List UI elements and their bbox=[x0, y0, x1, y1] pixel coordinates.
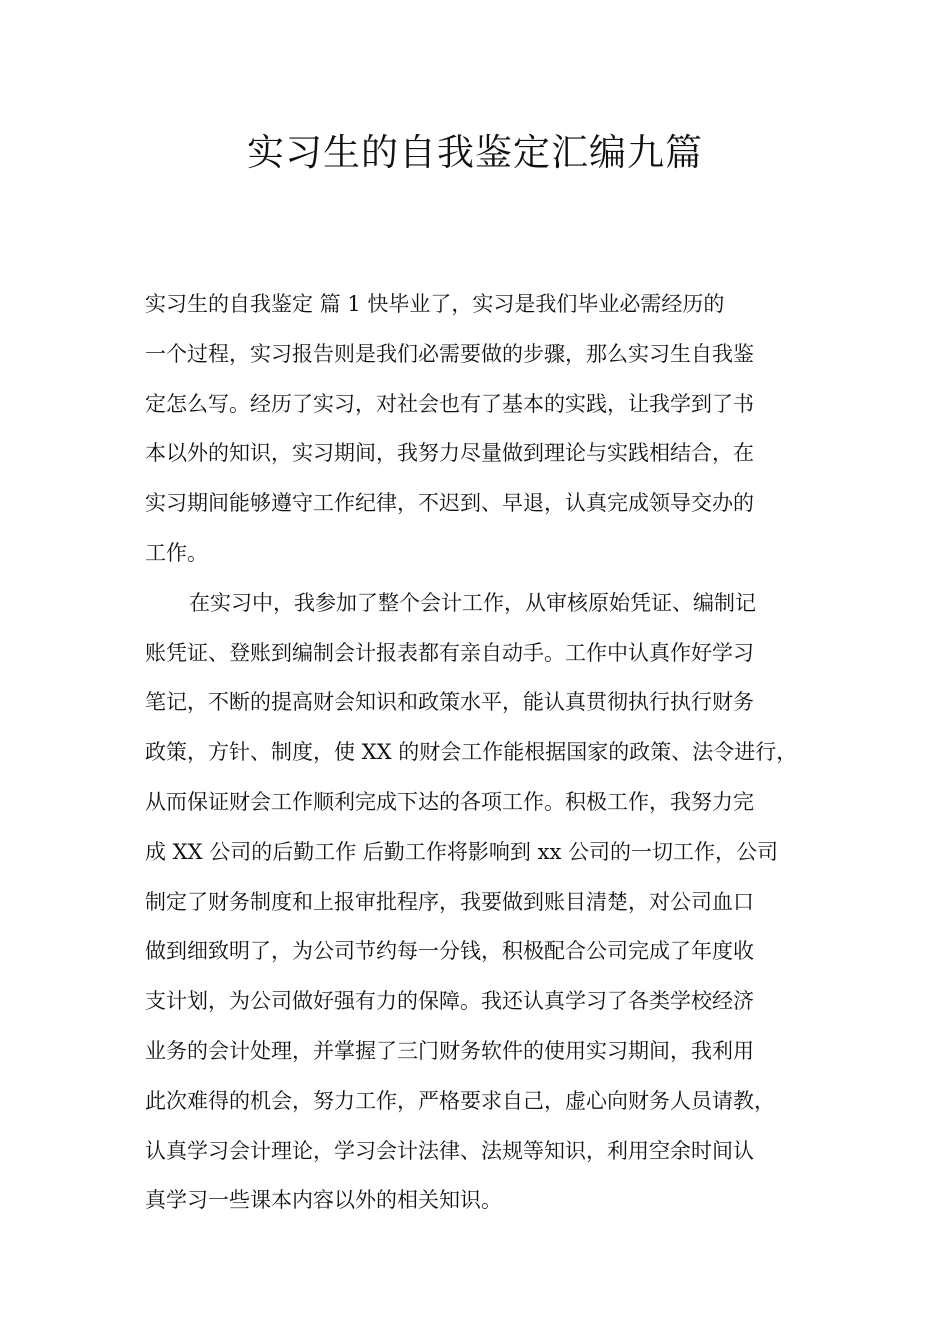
text-line: 账凭证、登账到编制会计报表都有亲自动手。工作中认真作好学习 bbox=[145, 640, 754, 665]
document-body bbox=[145, 280, 820, 1226]
text-line: 一个过程，实习报告则是我们必需要做的步骤，那么实习生自我鉴 bbox=[145, 341, 754, 366]
text-line: 制定了财务制度和上报审批程序，我要做到账目清楚，对公司血口 bbox=[145, 889, 754, 914]
document-title: 实习生的自我鉴定汇编九篇 bbox=[247, 131, 703, 174]
text-line: 本以外的知识，实习期间，我努力尽量做到理论与实践相结合，在 bbox=[145, 441, 754, 466]
text-line: 笔记，不断的提高财会知识和政策水平，能认真贯彻执行执行财务 bbox=[145, 690, 754, 715]
text-line: 实习期间能够遵守工作纪律，不迟到、早退，认真完成领导交办的 bbox=[145, 491, 754, 516]
text-line: 政策，方针、制度，使 XX 的财会工作能根据国家的政策、法令进行， bbox=[145, 740, 798, 765]
text-line: 工作。 bbox=[145, 540, 208, 565]
text-line: 定怎么写。经历了实习，对社会也有了基本的实践，让我学到了书 bbox=[145, 391, 754, 416]
text-line: 认真学习会计理论，学习会计法律、法规等知识，利用空余时间认 bbox=[145, 1138, 754, 1163]
text-line: 支计划，为公司做好强有力的保障。我还认真学习了各类学校经济 bbox=[145, 989, 754, 1014]
text-line: 成 XX 公司的后勤工作 后勤工作将影响到 xx 公司的一切工作，公司 bbox=[145, 839, 778, 864]
text-line: 在实习中，我参加了整个会计工作，从审核原始凭证、编制记 bbox=[189, 590, 756, 615]
text-line: 此次难得的机会，努力工作，严格要求自己，虚心向财务人员请教， bbox=[145, 1088, 775, 1113]
text-line: 真学习一些课本内容以外的相关知识。 bbox=[145, 1188, 502, 1213]
text-line: 做到细致明了，为公司节约每一分钱，积极配合公司完成了年度收 bbox=[145, 939, 754, 964]
text-line: 从而保证财会工作顺利完成下达的各项工作。积极工作，我努力完 bbox=[145, 789, 754, 814]
text-line: 业务的会计处理，并掌握了三门财务软件的使用实习期间，我利用 bbox=[145, 1038, 754, 1063]
text-line: 实习生的自我鉴定 篇 1 快毕业了，实习是我们毕业必需经历的 bbox=[145, 292, 725, 316]
